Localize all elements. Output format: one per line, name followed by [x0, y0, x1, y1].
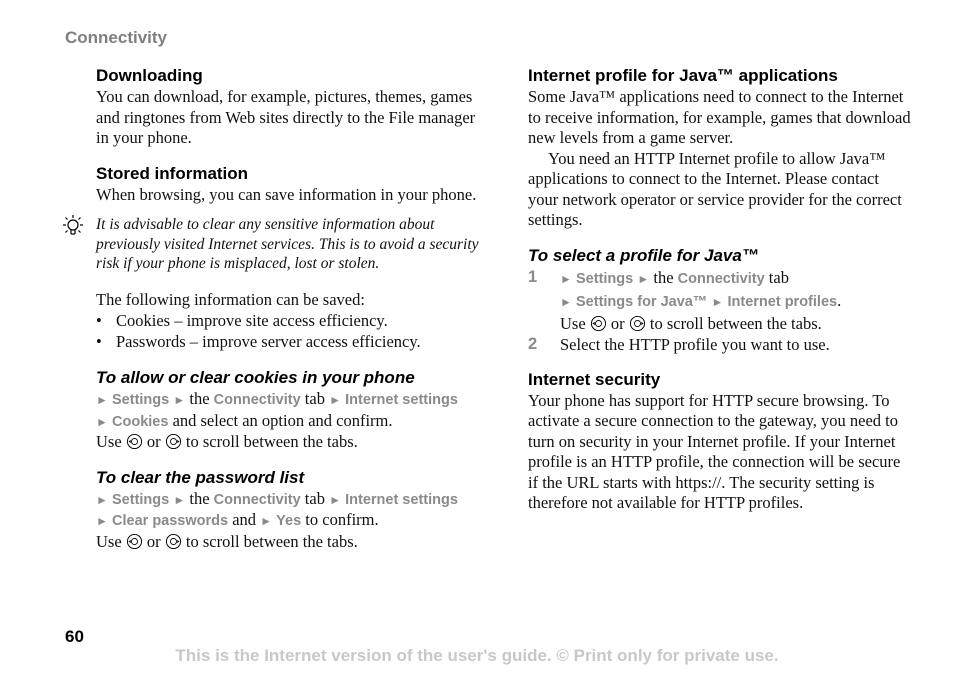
- text-use: Use: [560, 313, 586, 333]
- security-body: Your phone has support for HTTP secure browsing. To activate a secure connection to the gateway, you need to turn on security in your Internet profile. If your Internet profile is an HTTP profile, the connection will be secure if the URL starts with https://. The security setting is therefore not available for HTTP profiles.: [528, 390, 901, 512]
- text-or: or: [146, 432, 161, 451]
- text-use: Use: [96, 432, 122, 451]
- text-the: the: [189, 488, 210, 508]
- cookies-path-line1: [96, 389, 481, 411]
- cookies-section: [96, 368, 481, 453]
- saved-info-intro: The following information can be saved:: [96, 289, 365, 309]
- step-number: 2: [528, 334, 538, 353]
- text-scroll: to scroll between the tabs.: [185, 432, 358, 451]
- menu-item-connectivity: Connectivity: [213, 491, 301, 508]
- saved-info-list: [96, 310, 481, 352]
- security-section: [528, 370, 913, 514]
- tip-note: [96, 215, 481, 274]
- nav-left-icon: [126, 433, 143, 450]
- java-profile-body1: Some Java™ applications need to connect to the Internet to receive information, for example, games that download new levels from a game server.: [528, 87, 911, 147]
- right-column: [528, 66, 913, 514]
- text-or: or: [146, 531, 161, 551]
- menu-item-settings: Settings: [576, 270, 634, 287]
- select-profile-section: [528, 246, 913, 355]
- arrow-icon: ►: [637, 271, 650, 286]
- nav-right-icon: [629, 315, 646, 332]
- java-profile-body2: You need an HTTP Internet profile to allow Java™ applications to connect to the Internet. Please contact your network operator or service provider for the correct settings.: [528, 148, 902, 229]
- security-title: Internet security: [528, 369, 661, 389]
- cookies-title: To allow or clear cookies in your phone: [96, 368, 415, 387]
- nav-right-icon: [165, 433, 182, 450]
- menu-item-settings: Settings: [112, 392, 170, 408]
- nav-right-icon: [165, 533, 182, 550]
- menu-item-connectivity: Connectivity: [213, 392, 301, 408]
- step-number: 1: [528, 267, 538, 286]
- saved-info-list-section: [96, 290, 481, 353]
- password-scroll-line: [96, 532, 481, 553]
- password-section: [96, 468, 481, 553]
- menu-item-connectivity: Connectivity: [677, 270, 765, 287]
- text-or: or: [610, 313, 625, 333]
- step1-line3: [560, 313, 913, 334]
- arrow-icon: ►: [96, 393, 108, 407]
- arrow-icon: ►: [560, 271, 572, 286]
- menu-item-settings-for-java: Settings for Java™: [576, 293, 708, 310]
- select-profile-title: To select a profile for Java™: [528, 245, 759, 265]
- text-scroll: to scroll between the tabs.: [649, 313, 822, 333]
- java-profile-section: [528, 66, 913, 231]
- text-tab: tab: [768, 267, 789, 287]
- step2-text: Select the HTTP profile you want to use.: [560, 334, 830, 354]
- stored-info-title: Stored information: [96, 163, 249, 183]
- arrow-icon: ►: [96, 414, 108, 429]
- menu-item-cookies: Cookies: [112, 413, 169, 430]
- arrow-icon: ►: [96, 492, 108, 507]
- arrow-icon: ►: [329, 393, 341, 407]
- nav-left-icon: [126, 533, 143, 550]
- menu-item-yes: Yes: [276, 513, 302, 529]
- nav-left-icon: [590, 315, 607, 332]
- password-title: To clear the password list: [96, 467, 305, 487]
- java-profile-title: Internet profile for Java™ applications: [528, 66, 838, 85]
- text-use: Use: [96, 531, 122, 551]
- step1-line2: [560, 290, 913, 313]
- arrow-icon: ►: [329, 492, 341, 507]
- text-the: the: [653, 267, 674, 287]
- step-1: [528, 267, 913, 334]
- menu-item-internet-settings: Internet settings: [345, 491, 458, 508]
- cookies-select-text: and select an option and confirm.: [172, 410, 393, 430]
- stored-info-section: [96, 164, 481, 206]
- menu-item-settings: Settings: [112, 491, 170, 508]
- list-item: • Cookies – improve site access efficiency.: [96, 310, 481, 331]
- footer-notice: This is the Internet version of the user's guide. © Print only for private use.: [175, 646, 779, 665]
- password-path-line1: [96, 489, 481, 511]
- cookies-scroll-line: [96, 432, 481, 453]
- arrow-icon: ►: [260, 514, 273, 528]
- text-confirm: to confirm.: [305, 510, 379, 529]
- text-the: the: [189, 389, 210, 408]
- tip-text: It is advisable to clear any sensitive information about previously visited Internet services. This is to avoid a security risk if your phone is misplaced, lost or stolen.: [96, 216, 479, 272]
- downloading-body: You can download, for example, pictures, themes, games and ringtones from Web sites directly to the File manager in your phone.: [96, 87, 476, 147]
- page-number: 60: [65, 627, 84, 646]
- tip-lightbulb-icon: [60, 213, 86, 239]
- step1-line1: [560, 267, 913, 290]
- cookies-path-line2: [96, 411, 481, 433]
- arrow-icon: ►: [560, 294, 572, 309]
- arrow-icon: ►: [173, 393, 186, 407]
- arrow-icon: ►: [96, 514, 108, 528]
- text-tab: tab: [304, 389, 325, 408]
- downloading-title: Downloading: [96, 66, 203, 85]
- stored-info-body: When browsing, you can save information in your phone.: [96, 184, 477, 204]
- arrow-icon: ►: [173, 492, 186, 507]
- text-scroll: to scroll between the tabs.: [185, 531, 358, 551]
- list-item: • Passwords – improve server access efficiency.: [96, 331, 481, 352]
- text-tab: tab: [304, 488, 325, 508]
- text-period: .: [837, 290, 842, 310]
- left-column: [96, 66, 481, 552]
- menu-item-clear-passwords: Clear passwords: [112, 513, 229, 529]
- downloading-section: [96, 66, 481, 149]
- menu-item-internet-settings: Internet settings: [345, 392, 458, 408]
- step-2: [528, 334, 913, 355]
- section-header: Connectivity: [65, 28, 168, 47]
- arrow-icon: ►: [711, 294, 724, 309]
- password-path-line2: [96, 510, 481, 532]
- text-and: and: [232, 510, 257, 529]
- menu-item-internet-profiles: Internet profiles: [727, 293, 838, 310]
